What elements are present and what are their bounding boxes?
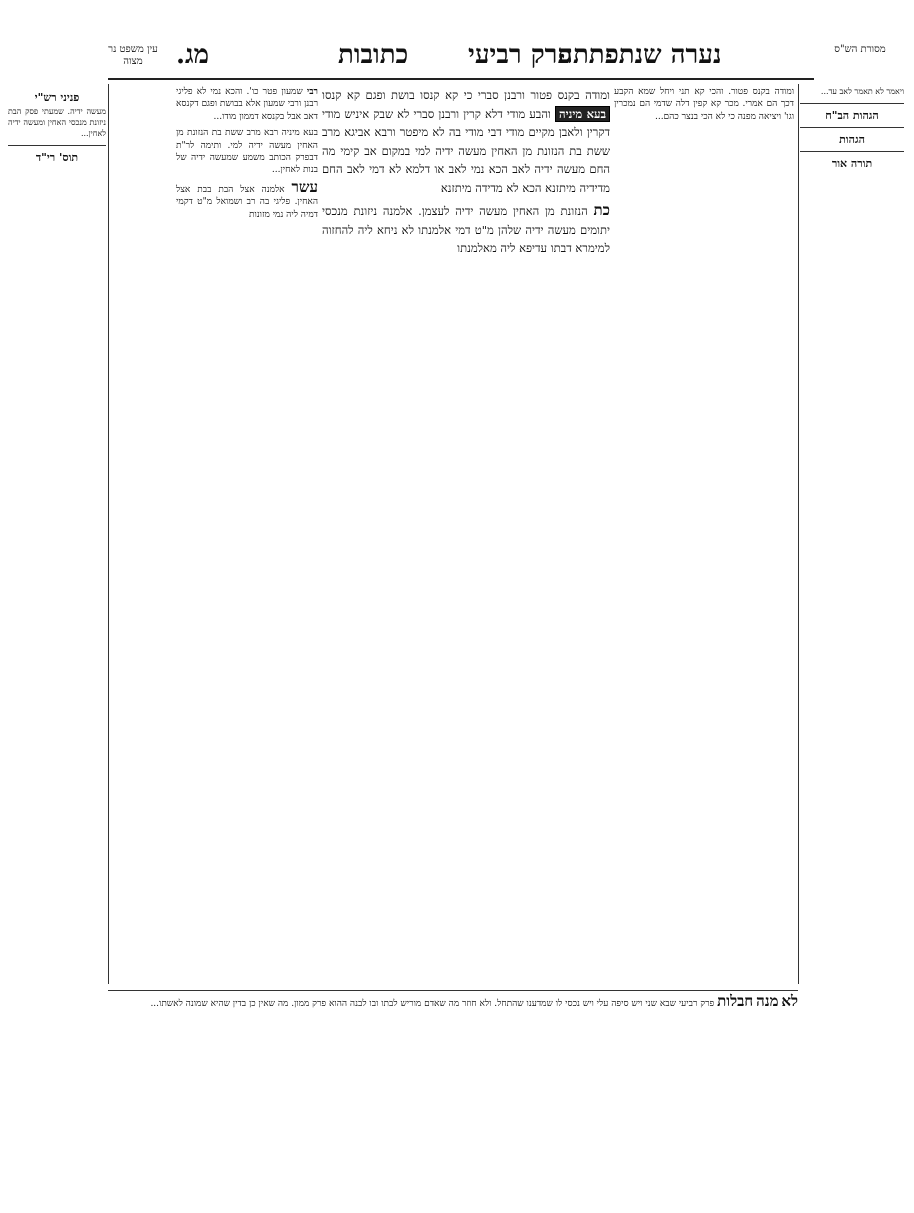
chapter-number: פרק רביעי (468, 40, 572, 70)
column-divider (108, 84, 109, 984)
tractate-name: כתובות (338, 40, 409, 70)
eser-section-marker: עשר (291, 177, 318, 196)
baa-minei-box: בעא מיניה (555, 106, 610, 122)
gemara-bottom-text: אלמנה אצל הבת בבת אצל האחין. פליגי בה רב ושמואל מ"ט דקמי דמיה ליה נמי מזונות (176, 184, 318, 220)
tosafot-column (176, 86, 318, 986)
bottom-label-lo: לא (781, 992, 798, 1010)
mishnah-label: רבי (306, 87, 318, 97)
page-number: מג. (176, 40, 210, 70)
rashi-column (614, 86, 794, 986)
gemara-opening: ומודה בקנס פטור ורבנן סברי כי קא קנסו בושת ופגם קא קנסו (322, 88, 610, 102)
kat-section-marker: כת (593, 201, 610, 219)
masoret-hashas-label: מסורת הש"ס (834, 44, 886, 55)
tosafot-text: בעא מיניה רבא מרב ששת בת הנזונת מן האחין מעשה ידיה למי. ותימה לר"ת דבפרק הכותב משמע שמעשה ידיה של בנות לאחין... (176, 128, 318, 176)
haghot-title: הגהות (839, 133, 865, 146)
mishnah-text: שמעון פטר כו'. והכא נמי לא פליגי רבנן ורבי שמעון אלא בבושת ופגם דקנסא דאב אבל בקנסא דממון מודו... (176, 87, 318, 122)
page-header (0, 0, 914, 78)
tosfot-rid-title: תוס' רי"ד (35, 151, 79, 164)
left-margin-notes (8, 86, 106, 846)
column-divider (798, 84, 799, 984)
header-rule (108, 78, 814, 80)
bottom-text: פרק רביעי שבא שני ויש סיפה עלי ויש נכסי לו שמדענו שהתחל. ולא חוזר מה שאדם מוריש לבתו ובו לבנה ההוא פרק ממון. מה שאין כן בדין שהיא שמונה לאשתו... (150, 999, 715, 1009)
torah-or-title: תורה אור (831, 157, 873, 170)
gemara-body-1: והבע מודי דלא קרין ורבנן סברי לא שבק איניש מודי דקרין ולאבן מקיים מודי דבי מודי בה לא מיפטר ורבא אביגא מרב ששת בת הנזונת מן האחין מעשה ידיה למי במקום אב קימי מה החם מעשה ידיה לאב הכא נמי לאב או דלמא לא דמי לאב החם מדידיה מיתזנא הכא לא מדידה מיתזנא (322, 106, 610, 195)
gemara-column (322, 86, 610, 926)
bottom-commentary (108, 990, 798, 1205)
right-margin-notes (800, 86, 904, 806)
chapter-name: נערה שנתפתתה (558, 40, 722, 70)
haghot-bach-title: הגהות הב"ח (825, 109, 879, 122)
right-side-body: ויאמר לא תאמר לאב עד... (820, 87, 904, 96)
ein-mishpat-label: עין משפט נר מצוה (108, 44, 158, 67)
penine-rashi-title: פניני רש"י (34, 91, 80, 104)
left-side-body: מעשה ידיה. שמעתי פסק הבת ניזונת מנכסי האחין ומעשה ידיה לאחין... (8, 107, 106, 138)
rashi-text: ומודה בקנס פטור. והכי קא תני ויחל שמא הקבע דכך הם אמרי. מכר קא קפין דלה שדמי הם נמכרין וגו' ויציאה מפנה כי לא הכי בנצר כהם... (614, 87, 794, 122)
gemara-body-2: הנזונת מן האחין מעשה ידיה לעצמן. אלמנה ניזונת מנכסי יתומים מעשה ידיה שלהן מ"ט דמי אלמנתו לא ניחא ליה להחזוה למימרא דבתו עדיפא ליה מאלמנתו (322, 204, 610, 255)
bottom-label-chavalot: חבלות (717, 992, 754, 1010)
bottom-label-mana: מנה (756, 992, 779, 1010)
